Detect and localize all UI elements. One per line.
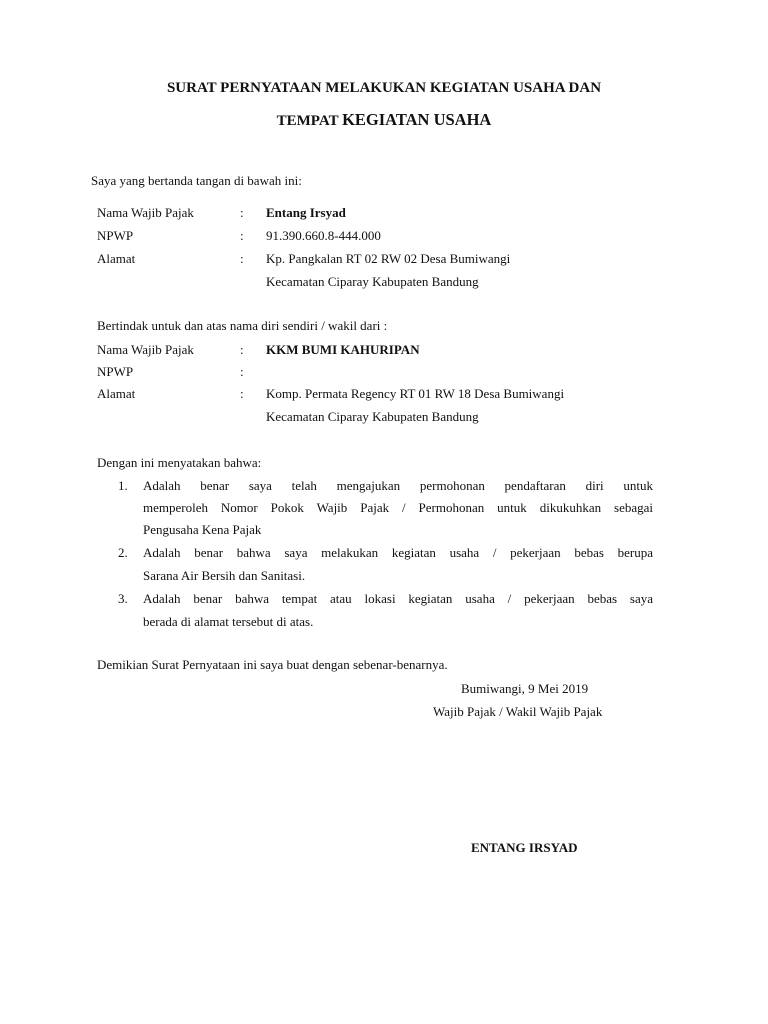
represented-npwp-colon: : [240,364,244,379]
person-npwp-colon: : [240,228,244,243]
signature-role: Wajib Pajak / Wakil Wajib Pajak [433,704,603,719]
person-name-colon: : [240,205,244,220]
represented-name-colon: : [240,342,244,357]
represented-address-line1: Komp. Permata Regency RT 01 RW 18 Desa Bumiwangi [266,386,565,401]
statement-1-line2: memperoleh Nomor Pokok Wajib Pajak / Permohonan untuk dikukuhkan sebagai [143,500,653,515]
title-line2-rest: KEGIATAN USAHA [342,110,492,129]
represented-npwp-label: NPWP [97,364,134,379]
statement-intro: Dengan ini menyatakan bahwa: [97,455,262,470]
statement-1-line1: Adalah benar saya telah mengajukan permohonan pendaftaran diri untuk [143,478,653,493]
person-address-colon: : [240,251,244,266]
signature-name: ENTANG IRSYAD [471,840,578,855]
statement-3-line2: berada di alamat tersebut di atas. [143,614,314,629]
signature-place-date: Bumiwangi, 9 Mei 2019 [461,681,589,696]
person-npwp-value: 91.390.660.8-444.000 [266,228,381,243]
statement-3-number: 3. [118,591,128,606]
represented-address-label: Alamat [97,386,136,401]
represented-name-label: Nama Wajib Pajak [97,342,194,357]
title-line2-prefix: TEMPAT [276,113,343,129]
person-npwp-label: NPWP [97,228,134,243]
person-name-label: Nama Wajib Pajak [97,205,194,220]
intro-text: Saya yang bertanda tangan di bawah ini: [91,173,302,188]
statement-1-line3: Pengusaha Kena Pajak [143,522,262,537]
statement-3-line1: Adalah benar bahwa tempat atau lokasi kegiatan usaha / pekerjaan bebas saya [143,591,653,606]
statement-2-line2: Sarana Air Bersih dan Sanitasi. [143,568,306,583]
closing-text: Demikian Surat Pernyataan ini saya buat dengan sebenar-benarnya. [97,657,448,672]
acting-on-behalf-text: Bertindak untuk dan atas nama diri sendiri / wakil dari : [97,318,388,333]
represented-address-line2: Kecamatan Ciparay Kabupaten Bandung [266,409,479,424]
represented-name-value: KKM BUMI KAHURIPAN [266,342,420,357]
person-address-line2: Kecamatan Ciparay Kabupaten Bandung [266,274,479,289]
document-title-line1: SURAT PERNYATAAN MELAKUKAN KEGIATAN USAHA DAN [166,80,602,96]
person-address-line1: Kp. Pangkalan RT 02 RW 02 Desa Bumiwangi [266,251,511,266]
person-address-label: Alamat [97,251,136,266]
represented-address-colon: : [240,386,244,401]
statement-2-number: 2. [118,545,128,560]
document-title-line2 [0,110,768,130]
statement-2-line1: Adalah benar bahwa saya melakukan kegiatan usaha / pekerjaan bebas berupa [143,545,653,560]
statement-1-number: 1. [118,478,128,493]
person-name-value: Entang Irsyad [266,205,346,220]
